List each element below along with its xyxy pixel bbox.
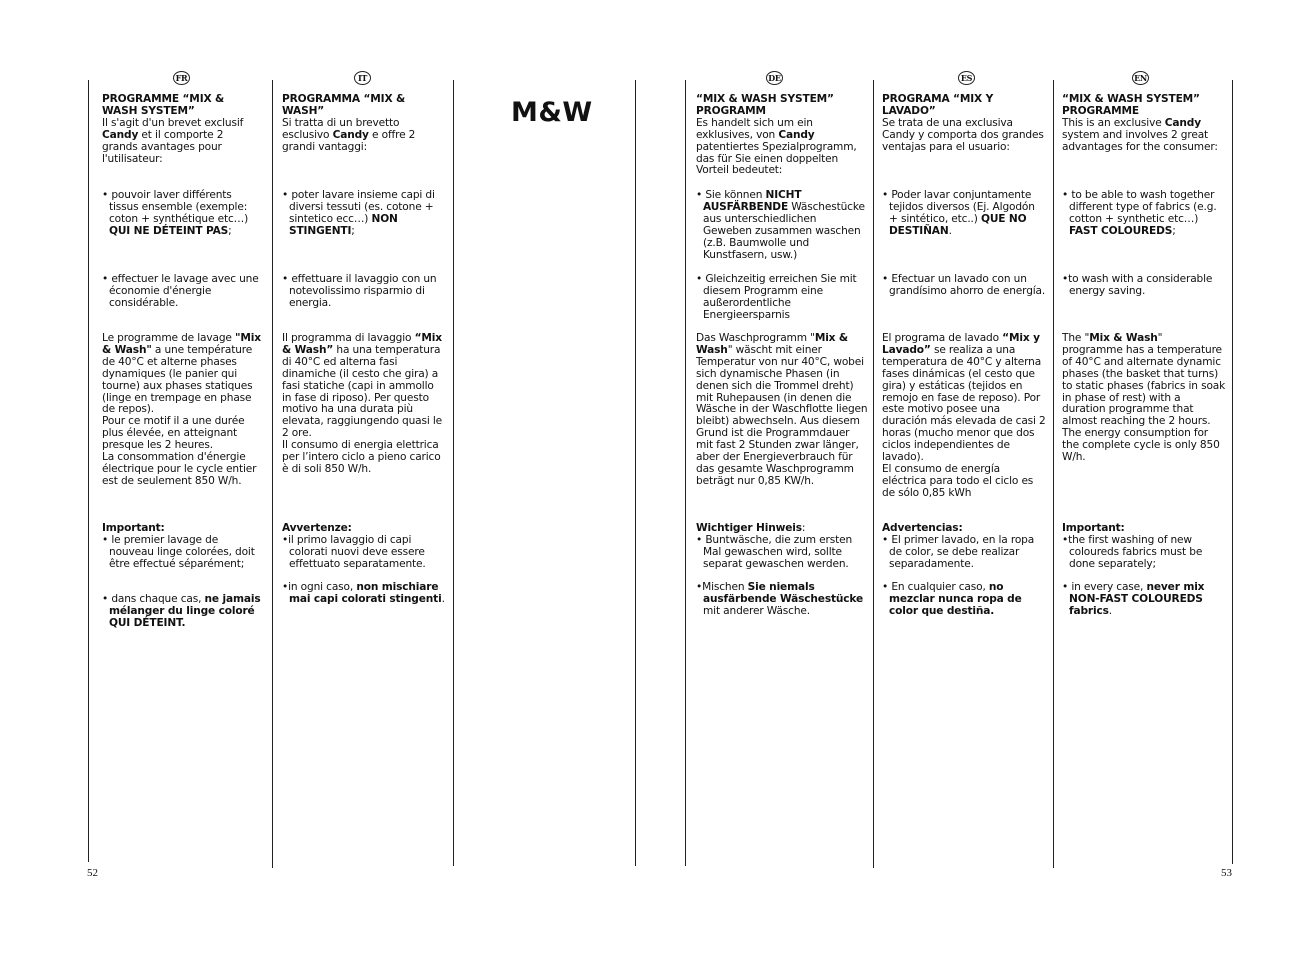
column-divider-1 bbox=[272, 80, 273, 868]
language-badge-en: EN bbox=[1132, 71, 1149, 85]
important-heading: Wichtiger Hinweis: bbox=[696, 522, 806, 534]
page-divider-right bbox=[685, 80, 686, 866]
bullet-item: • dans chaque cas, ne jamais mélanger du linge coloré QUI DÉTEINT. bbox=[102, 593, 261, 629]
column-divider-2 bbox=[453, 80, 454, 866]
margin-rule-left bbox=[88, 80, 89, 862]
intro-text: This is an exclusive Candy system and involves 2 great advantages for the consumer: bbox=[1062, 116, 1218, 153]
bullet-item: • Buntwäsche, die zum ersten Mal gewaschen wird, sollte separat gewaschen werden. bbox=[696, 533, 853, 570]
column-divider-4 bbox=[1053, 80, 1054, 868]
intro-text: Si tratta di un brevetto esclusivo Candy e offre 2 grandi vantaggi: bbox=[282, 117, 416, 153]
column-divider-3 bbox=[873, 80, 874, 868]
section-title: “MIX & WASH SYSTEM” PROGRAMM bbox=[696, 93, 834, 117]
body-paragraph: La consommation d'énergie électrique pour le cycle entier est de seulement 850 W/h. bbox=[102, 451, 257, 487]
intro-text: Es handelt sich um ein exklusives, von Candy patentiertes Spezialprogramm, das für Sie einen doppelten Vorteil bedeutet: bbox=[696, 116, 857, 177]
important-heading: Advertencias: bbox=[882, 522, 963, 534]
language-badge-fr: FR bbox=[173, 71, 190, 85]
margin-rule-right bbox=[1232, 80, 1233, 864]
body-paragraph: Le programme de lavage "Mix & Wash" a une température de 40°C et alterne phases dynamiques (le panier qui tourne) aux phases statiques (linge en trempage en phase de repos). bbox=[102, 332, 261, 416]
language-badge-it: IT bbox=[354, 71, 371, 85]
bullet-item: •il primo lavaggio di capi colorati nuovi deve essere effettuato separatamente. bbox=[282, 533, 426, 570]
mw-logo: M&W bbox=[511, 97, 593, 128]
body-paragraph: El consumo de energía eléctrica para todo el ciclo es de sólo 0,85 kWh bbox=[882, 462, 1034, 499]
body-paragraph: Il programma di lavaggio “Mix & Wash” ha una temperatura di 40°C ed alterna fasi dinamiche (il cesto che gira) a fasi statiche (capi in ammollo in fase di riposo). Per questo motivo ha una durata più elevata, raggiungendo quasi le 2 ore. bbox=[282, 332, 443, 440]
bullet-item: • to be able to wash together different type of fabrics (e.g. cotton + synthetic etc…) FAST COLOUREDS; bbox=[1062, 189, 1217, 237]
important-heading: Important: bbox=[1062, 522, 1125, 534]
important-heading: Avvertenze: bbox=[282, 522, 352, 534]
intro-text: Il s'agit d'un brevet exclusif Candy et il comporte 2 grands avantages pour l'utilisateur: bbox=[102, 116, 244, 165]
intro-text: Se trata de una exclusiva Candy y comporta dos grandes ventajas para el usuario: bbox=[882, 117, 1044, 153]
page-number-left: 52 bbox=[87, 867, 98, 879]
bullet-item: • Efectuar un lavado con un grandísimo ahorro de energía. bbox=[882, 273, 1046, 297]
bullet-item: • El primer lavado, en la ropa de color, se debe realizar separadamente. bbox=[882, 533, 1035, 570]
bullet-item: • le premier lavage de nouveau linge colorées, doit être effectué séparément; bbox=[102, 533, 255, 570]
section-title: “MIX & WASH SYSTEM” PROGRAMME bbox=[1062, 93, 1200, 117]
bullet-item: • En cualquier caso, no mezclar nunca ropa de color que destiña. bbox=[882, 581, 1022, 617]
body-paragraph: Das Waschprogramm "Mix & Wash" wäscht mit einer Temperatur von nur 40°C, wobei sich dynamische Phasen (in denen sich die Trommel dreht) mit Ruhepausen (in denen die Wäsche in der Waschflotte liegen bleibt) abwechseln. Aus diesem Grund ist die Programmdauer mit fast 2 Stunden zwar länger, aber der Energieverbrauch für das gesamte Waschprogramm beträgt nur 0,85 KW/h. bbox=[696, 332, 868, 487]
bullet-item: •the first washing of new coloureds fabrics must be done separately; bbox=[1062, 533, 1203, 570]
language-badge-de: DE bbox=[766, 71, 783, 85]
bullet-item: • poter lavare insieme capi di diversi tessuti (es. cotone + sintetico ecc…) NON STINGENTI; bbox=[282, 189, 435, 237]
bullet-item: • Gleichzeitig erreichen Sie mit diesem Programm eine außerordentliche Energieersparnis bbox=[696, 273, 857, 321]
section-title: PROGRAMMA “MIX & WASH” bbox=[282, 93, 406, 117]
bullet-item: •to wash with a considerable energy saving. bbox=[1062, 273, 1213, 297]
page-divider-left bbox=[635, 80, 636, 866]
bullet-item: • in every case, never mix NON-FAST COLOUREDS fabrics. bbox=[1062, 581, 1205, 617]
bullet-item: •in ogni caso, non mischiare mai capi colorati stingenti. bbox=[282, 581, 445, 605]
important-heading: Important: bbox=[102, 522, 165, 534]
bullet-item: • effettuare il lavaggio con un notevolissimo risparmio di energia. bbox=[282, 273, 437, 309]
bullet-item: • effectuer le lavage avec une économie d'énergie considérable. bbox=[102, 273, 259, 309]
body-paragraph: El programa de lavado “Mix y Lavado” se realiza a una temperatura de 40°C y alterna fases dinámicas (el cesto que gira) y estáticas (tejidos en remojo en fase de reposo). Por este motivo posee una duración más elevada de casi 2 horas (mucho menor que dos ciclos independientes de lavado). bbox=[882, 332, 1046, 464]
section-title: PROGRAMME “MIX & WASH SYSTEM” bbox=[102, 93, 225, 117]
bullet-item: • Poder lavar conjuntamente tejidos diversos (Ej. Algodón + sintético, etc..) QUE NO DESTIÑAN. bbox=[882, 189, 1035, 237]
page-number-right: 53 bbox=[1221, 867, 1232, 879]
section-title: PROGRAMA “MIX Y LAVADO” bbox=[882, 93, 994, 117]
bullet-item: •Mischen Sie niemals ausfärbende Wäschestücke mit anderer Wäsche. bbox=[696, 581, 864, 617]
body-paragraph: Il consumo di energia elettrica per l’intero ciclo a pieno carico è di soli 850 W/h. bbox=[282, 439, 441, 475]
bullet-item: • Sie können NICHT AUSFÄRBENDE Wäschestücke aus unterschiedlichen Geweben zusammen waschen (z.B. Baumwolle und Kunstfasern, usw.) bbox=[696, 189, 865, 261]
language-badge-es: ES bbox=[958, 71, 975, 85]
body-paragraph: The "Mix & Wash" programme has a temperature of 40°C and alternate dynamic phases (the basket that turns) to static phases (fabrics in soak in phase of rest) with a duration programme that almost reaching the 2 hours. The energy consumption for the complete cycle is only 850 W/h. bbox=[1062, 332, 1226, 464]
bullet-item: • pouvoir laver différents tissus ensemble (exemple: coton + synthétique etc…) QUI NE DÉTEINT PAS; bbox=[102, 189, 249, 237]
body-paragraph: Pour ce motif il a une durée plus élevée, en atteignant presque les 2 heures. bbox=[102, 415, 245, 452]
